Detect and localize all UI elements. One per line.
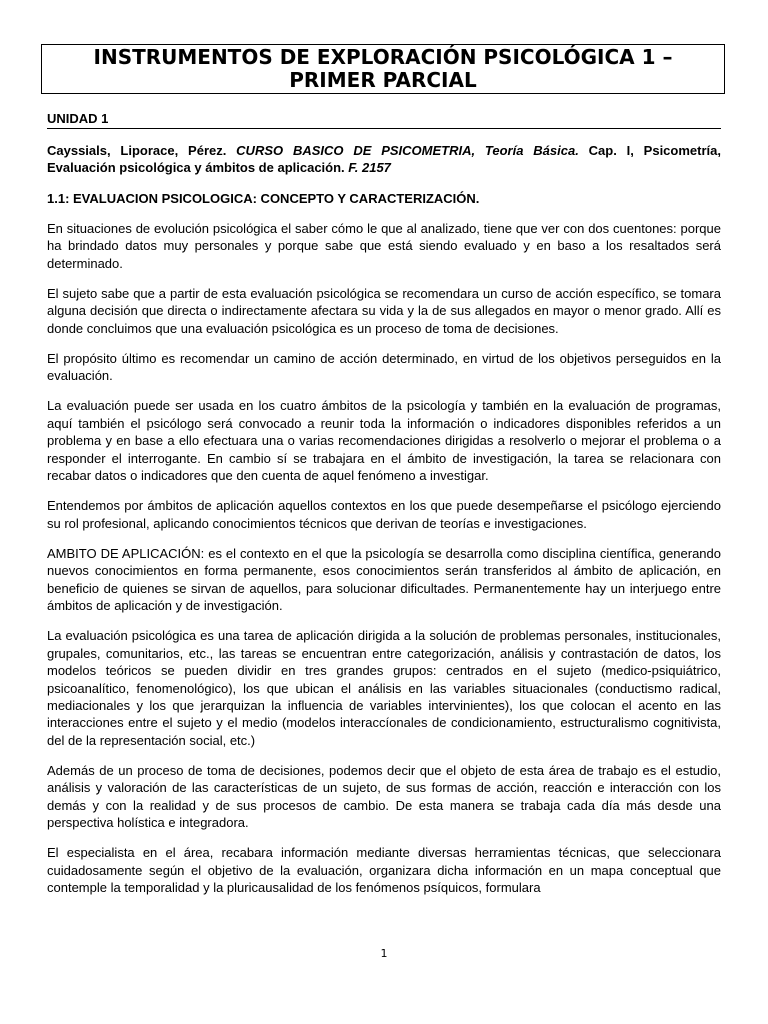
page-title-line-1: INSTRUMENTOS DE EXPLORACIÓN PSICOLÓGICA 1 – (93, 45, 673, 69)
body-paragraph: El sujeto sabe que a partir de esta evaluación psicológica se recomendara un curso de acción específico, se tomara alguna decisión que directa o indirectamente afectara su vida y la de sus allegados en mayor o menor grado. Allí es donde concluimos que una evaluación psicológica es un proceso de toma de decisiones. (47, 285, 721, 336)
unit-heading: UNIDAD 1 (47, 110, 721, 129)
document-body (47, 142, 721, 909)
body-paragraph: El propósito último es recomendar un camino de acción determinado, en virtud de los objetivos perseguidos en la evaluación. (47, 350, 721, 384)
body-paragraph: La evaluación puede ser usada en los cuatro ámbitos de la psicología y también en la evaluación de programas, aquí también el psicólogo será convocado a reunir toda la información o indicadores disponibles referidos a un problema y en base a ello efectuara una o varias recomendaciones dirigidas a resolverlo o mejorar el problema o a responder el interrogante. En cambio sí se trabajara en el ámbito de investigación, la tarea se relacionara con recabar datos o indicadores que den cuenta de aquel fenómeno a investigar. (47, 398, 721, 484)
body-paragraph: El especialista en el área, recabara información mediante diversas herramientas técnicas, que seleccionara cuidadosamente según el objetivo de la evaluación, organizara dicha información en un mapa conceptual que contemple la temporalidad y la pluricausalidad de los fenómenos psíquicos, formulara (47, 845, 721, 896)
body-paragraph: La evaluación psicológica es una tarea de aplicación dirigida a la solución de problemas personales, institucionales, grupales, comunitarios, etc., las tareas se encuentran entre categorización, análisis y contrastación de datos, los modelos teóricos se pueden dividir en tres grandes grupos: centrados en el sujeto (medico-psiquiátrico, psicoanalítico, fenomenológico), los que ubican el análisis en las variables situacionales (conductismo radical, mediacionales y los que jerarquizan la influencia de variables intervinientes), los que colocan el acento en las interacciones entre el sujeto y el medio (modelos interaccíonales de condicionamiento, estructuralismo cognitivista, del de la representación social, etc.) (47, 628, 721, 748)
section-heading: 1.1: EVALUACION PSICOLOGICA: CONCEPTO Y CARACTERIZACIÓN. (47, 190, 480, 206)
page-title-line-2: PRIMER PARCIAL (289, 68, 477, 92)
body-paragraph: En situaciones de evolución psicológica el saber cómo le que al analizado, tiene que ver con dos cuentones: porque ha brindado datos muy personales y porque sabe que está siendo evaluado y en baso a los resaltados será determinado. (47, 220, 721, 271)
body-paragraph: AMBITO DE APLICACIÓN: es el contexto en el que la psicología se desarrolla como disciplina científica, generando nuevos conocimientos en forma permanente, esos conocimientos serán transferidos al ámbito de aplicación, en beneficio de quienes se sirvan de aquellos, para solucionar dificultades. Permanentemente hay un interjuego entre ámbitos de aplicación y de investigación. (47, 545, 721, 614)
bibliographic-reference (47, 142, 721, 177)
reference-code: F. 2157 (348, 160, 391, 176)
title-box (41, 44, 725, 94)
body-paragraph: Además de un proceso de toma de decisiones, podemos decir que el objeto de esta área de trabajo es el estudio, análisis y valoración de las características de un sujeto, de sus formas de acción, reacción e interacción con los demás y con la realidad y de sus procesos de cambio. De esta manera se trabaja cada día más desde una perspectiva holística e integradora. (47, 762, 721, 831)
page-number: 1 (380, 947, 388, 960)
reference-work: CURSO BASICO DE PSICOMETRIA, Teoría Básica. (236, 143, 579, 158)
reference-chapter: Cap. I, Psicometría, Evaluación psicológica y ámbitos de aplicación. (47, 143, 721, 176)
reference-authors: Cayssials, Liporace, Pérez. (47, 143, 237, 158)
body-paragraph: Entendemos por ámbitos de aplicación aquellos contextos en los que puede desempeñarse el psicólogo ejerciendo su rol profesional, aplicando conocimientos técnicos que derivan de teorías e investigaciones. (47, 498, 721, 531)
